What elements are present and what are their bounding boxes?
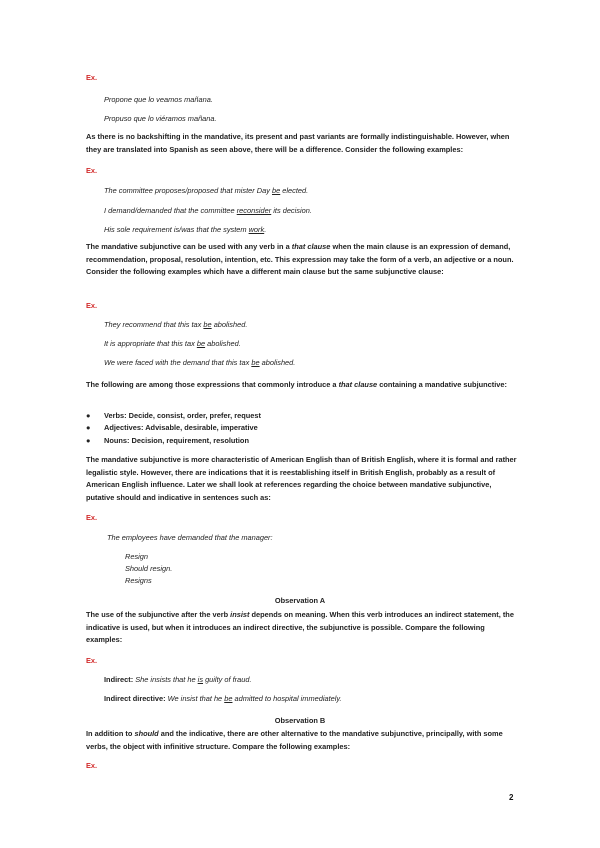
paragraph-insist: The use of the subjunctive after the verb insist depends on meaning. When this verb introduces an indirect statement, the indicative is used, but when it introduces an indirect directive, the subjunctive is possible. Compare the following examples: bbox=[86, 610, 514, 644]
example-sentence: We were faced with the demand that this tax be abolished. bbox=[104, 358, 296, 367]
example-label: Ex. bbox=[86, 301, 98, 310]
option-item: Resigns bbox=[125, 576, 152, 585]
example-sentence: The committee proposes/proposed that mister Day be elected. bbox=[104, 186, 309, 195]
example-sentence: It is appropriate that this tax be abolished. bbox=[104, 339, 241, 348]
option-item: Resign bbox=[125, 552, 149, 561]
example-label: Ex. bbox=[86, 513, 98, 522]
example-sentence: They recommend that this tax be abolished. bbox=[104, 320, 248, 329]
spanish-example-2: Propuso que lo viéramos mañana. bbox=[104, 114, 217, 123]
paragraph-american-english: The mandative subjunctive is more characteristic of American English than of British English, where it is formal and rather legalistic style. However, there are indications that it is reestablishing itself in British English, probably as a result of American English influence. Later we shall look at references regarding the choice between mandative subjunctive, putative should and indicative in sentences such as: bbox=[86, 455, 517, 502]
example-label: Ex. bbox=[86, 761, 98, 770]
section-heading: Observation A bbox=[274, 596, 326, 605]
page-number: 2 bbox=[509, 793, 514, 802]
paragraph-mandative-usage: The mandative subjunctive can be used with any verb in a that clause when the main clause is an expression of demand, recommendation, proposal, resolution, intention, etc. This expression may take the form of a verb, an adjective or a noun. Consider the following examples which have a different main clause but the same subjunctive clause: bbox=[86, 242, 514, 276]
example-label: Ex. bbox=[86, 166, 98, 175]
example-sentence: The employees have demanded that the manager: bbox=[107, 533, 273, 542]
example-label: Ex. bbox=[86, 656, 98, 665]
example-sentence: His sole requirement is/was that the system work. bbox=[104, 225, 267, 234]
paragraph-expressions: The following are among those expressions that commonly introduce a that clause containing a mandative subjunctive: bbox=[86, 380, 507, 389]
example-sentence: I demand/demanded that the committee reconsider its decision. bbox=[104, 206, 312, 215]
example-sentence: Indirect: She insists that he is guilty of fraud. bbox=[104, 675, 252, 684]
option-item: Should resign. bbox=[125, 564, 173, 573]
paragraph-alternatives: In addition to should and the indicative, there are other alternative to the mandative subjunctive, principally, with some verbs, the object with infinitive structure. Compare the following examples: bbox=[86, 729, 503, 751]
spanish-example-1: Propone que lo veamos mañana. bbox=[104, 95, 213, 104]
section-heading: Observation B bbox=[274, 716, 326, 725]
paragraph-backshifting: As there is no backshifting in the mandative, its present and past variants are formally indistinguishable. However, when they are translated into Spanish as seen above, there will be a difference. Consider the following examples: bbox=[86, 132, 510, 154]
example-label: Ex. bbox=[86, 73, 98, 82]
example-sentence: Indirect directive: We insist that he be admitted to hospital immediately. bbox=[104, 694, 342, 703]
